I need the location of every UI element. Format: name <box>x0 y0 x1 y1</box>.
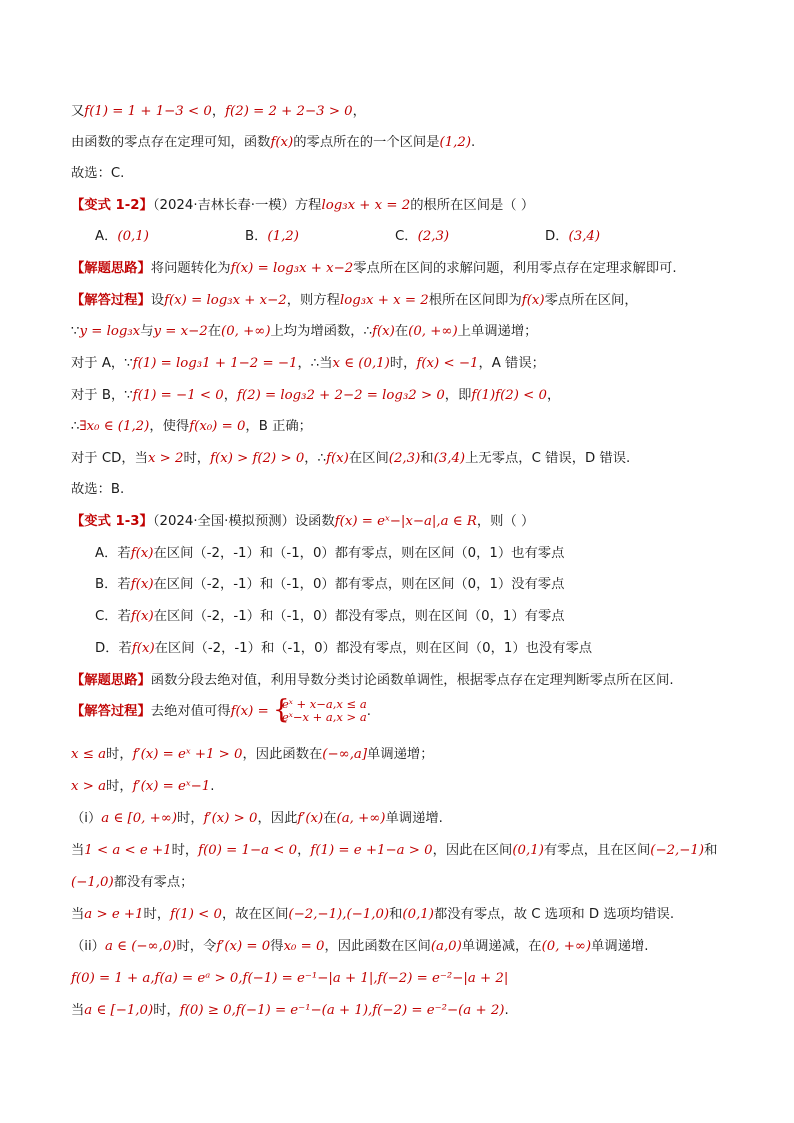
text-run: 时， <box>389 356 417 371</box>
text-run: 零点所在区间， <box>544 293 638 308</box>
text-run: ， <box>352 104 366 119</box>
math-expression: a > e +1 <box>84 907 144 922</box>
section-label: 【解题思路】 <box>71 261 151 276</box>
answer-option <box>245 228 395 246</box>
text-run: ，∴当 <box>297 356 333 371</box>
text-run: ，∴ <box>304 451 327 466</box>
text-run: 时， <box>106 747 133 762</box>
section-label: 【解答过程】 <box>71 293 151 308</box>
math-expression: f(0) ≥ 0,f(−1) = e⁻¹−(a + 1),f(−2) = e⁻²−(a + 2) <box>179 1003 505 1018</box>
brace-glyph: { <box>272 695 290 725</box>
option-interval: (3,4) <box>568 229 601 244</box>
math-expression: (a,0) <box>430 939 462 954</box>
math-expression: f′(x) > 0 <box>203 811 258 826</box>
text-run: ，使得 <box>149 419 190 434</box>
math-expression: (−∞,a] <box>322 747 368 762</box>
text-run: ∴ <box>71 419 80 434</box>
text-line-l5 <box>95 228 695 246</box>
math-expression: a ∈ (−∞,0) <box>104 939 177 954</box>
math-expression: f(x) <box>270 135 294 150</box>
option-label: C． <box>395 229 418 244</box>
text-run: 在区间 <box>348 451 389 466</box>
option-label: D． <box>545 229 569 244</box>
text-line-l23 <box>71 810 443 828</box>
text-line-l10 <box>71 387 560 405</box>
math-expression: f(1) = 1 + 1−3 < 0 <box>84 104 212 119</box>
answer-option <box>95 228 245 246</box>
text-run: ，因此在区间 <box>432 843 513 858</box>
math-expression: f(1) = e +1−a > 0 <box>310 843 433 858</box>
text-line-l26 <box>71 906 674 924</box>
section-label: 【解答过程】 <box>71 704 151 719</box>
math-expression: f′(x) <box>297 811 324 826</box>
math-expression: f(x) <box>521 293 545 308</box>
math-expression: x > 2 <box>147 451 184 466</box>
text-run: 的根所在区间是（ ） <box>410 198 535 213</box>
text-run: 根所在区间即为 <box>428 293 522 308</box>
option-interval: (0,1) <box>117 229 149 244</box>
text-run: （i） <box>71 811 102 826</box>
text-run: ，则方程 <box>286 293 340 308</box>
math-expression: (2,3) <box>388 451 421 466</box>
text-run: 当 <box>71 1003 85 1018</box>
section-label: 【变式 1-2】 <box>71 198 153 213</box>
text-run: 时， <box>153 1003 180 1018</box>
math-expression: f(0) = 1 + a,f(a) = eᵃ > 0,f(−1) = e⁻¹−|a + 1|,f(−2) = e⁻²−|a + 2| <box>71 971 509 986</box>
math-expression: a ∈ [−1,0) <box>84 1003 154 1018</box>
text-run: 和 <box>389 907 403 922</box>
piecewise-case-2: eˣ−x + a,x > a <box>281 710 367 724</box>
text-line-l22 <box>71 778 214 796</box>
text-run: . <box>504 1003 509 1018</box>
text-run: 有零点，且在区间 <box>543 843 651 858</box>
text-line-l24 <box>71 842 717 860</box>
text-line-l8 <box>71 323 537 341</box>
section-label: 【变式 1-3】 <box>71 514 153 529</box>
text-run: 单调递增. <box>591 939 649 954</box>
math-expression: f(x) = <box>230 704 273 719</box>
math-expression: f(x) <box>372 324 395 339</box>
math-expression: 1 < a < e +1 <box>84 843 172 858</box>
option-label: B． <box>245 229 268 244</box>
text-run: . <box>210 779 215 794</box>
math-expression: (1,2) <box>439 135 472 150</box>
piecewise-function <box>272 695 367 725</box>
answer-option <box>545 228 695 246</box>
text-line-l21 <box>71 746 434 764</box>
math-expression: (−1,0) <box>71 875 114 890</box>
text-run: 函数分段去绝对值，利用导数分类讨论函数单调性，根据零点存在定理判断零点所在区间. <box>150 673 674 688</box>
text-run: . <box>366 704 371 719</box>
text-run: ，B 正确； <box>245 419 312 434</box>
text-line-l11 <box>71 418 312 436</box>
text-run: 得 <box>270 939 284 954</box>
text-run: 时， <box>143 907 171 922</box>
math-expression: f(x) <box>130 546 154 561</box>
text-run: ，则（ ） <box>476 514 535 529</box>
math-expression: a ∈ [0, +∞) <box>101 811 178 826</box>
text-run: 上无零点，C 错误，D 错误. <box>465 451 631 466</box>
text-run: 时，令 <box>176 939 217 954</box>
math-expression: ∃x₀ ∈ (1,2) <box>79 419 150 434</box>
math-expression: y = log₃x <box>79 324 141 339</box>
text-run: 故选：C. <box>71 166 125 181</box>
text-run: 和 <box>420 451 434 466</box>
text-run: 设 <box>150 293 165 308</box>
math-expression: f(1) = log₃1 + 1−2 = −1 <box>132 356 298 371</box>
text-run: ， <box>223 388 238 403</box>
text-run: ∵ <box>71 324 80 339</box>
text-run: （2024·吉林长春·一模）方程 <box>152 198 322 213</box>
math-expression: f(2) = log₃2 + 2−2 = log₃2 > 0 <box>237 388 445 403</box>
text-run: 在 <box>207 324 221 339</box>
math-expression: f(x₀) = 0 <box>189 419 246 434</box>
math-expression: x ≤ a <box>71 747 107 762</box>
text-run: ， <box>546 388 561 403</box>
text-run: B．若 <box>95 577 131 592</box>
text-run: 由函数的零点存在定理可知，函数 <box>71 135 271 150</box>
text-run: ，因此 <box>257 811 298 826</box>
text-line-l13 <box>71 481 124 499</box>
text-run: 故选：B. <box>71 482 125 497</box>
option-interval: (2,3) <box>417 229 450 244</box>
math-expression: f(x) > f(2) > 0 <box>210 451 305 466</box>
text-run: ，A 错误； <box>478 356 545 371</box>
text-run: （ii） <box>71 939 105 954</box>
math-expression: f(x) = log₃x + x−2 <box>230 261 354 276</box>
text-run: 都没有零点； <box>113 875 194 890</box>
math-expression: f(x) <box>131 641 155 656</box>
text-line-l17 <box>95 608 565 626</box>
answer-option <box>395 228 545 246</box>
math-expression: (0, +∞) <box>221 324 271 339</box>
text-line-l9 <box>71 355 545 373</box>
math-expression: (0, +∞) <box>541 939 592 954</box>
text-run: 在区间（-2，-1）和（-1，0）都有零点，则在区间（0，1）也有零点 <box>153 546 565 561</box>
math-expression: f(x) <box>326 451 349 466</box>
text-line-l29 <box>71 1002 509 1020</box>
text-line-l1 <box>71 103 366 121</box>
text-line-l16 <box>95 576 564 594</box>
math-expression: log₃x + x = 2 <box>339 293 429 308</box>
text-run: ，因此函数在 <box>242 747 323 762</box>
text-run: 在区间（-2，-1）和（-1，0）都没有零点，则在区间（0，1）也没有零点 <box>154 641 593 656</box>
text-run: D．若 <box>95 641 132 656</box>
text-run: 时， <box>183 451 211 466</box>
text-run: 单调递增； <box>367 747 434 762</box>
text-run: 单调递增. <box>385 811 443 826</box>
text-run: 对于 CD，当 <box>71 451 148 466</box>
text-run: ， <box>297 843 311 858</box>
math-expression: x > a <box>71 779 107 794</box>
text-run: ，故在区间 <box>221 907 289 922</box>
math-expression: f(x) < −1 <box>416 356 479 371</box>
text-line-l3 <box>71 165 124 183</box>
text-line-l19 <box>71 672 674 690</box>
text-run: 与 <box>140 324 154 339</box>
text-run: 对于 B，∵ <box>71 388 133 403</box>
math-expression: f′(x) = eˣ−1 <box>132 779 211 794</box>
text-run: A．若 <box>95 546 131 561</box>
text-run: 时， <box>177 811 204 826</box>
text-run: C．若 <box>95 609 131 624</box>
text-line-l28 <box>71 970 508 988</box>
text-run: 上单调递增； <box>457 324 538 339</box>
text-line-l7 <box>71 292 638 310</box>
text-run: ， <box>211 104 226 119</box>
text-run: 在 <box>323 811 337 826</box>
text-line-l2 <box>71 134 475 152</box>
text-line-l6 <box>71 260 677 278</box>
option-interval: (1,2) <box>267 229 299 244</box>
math-expression: (−2,−1),(−1,0) <box>288 907 390 922</box>
text-run: . <box>471 135 476 150</box>
math-expression: x₀ = 0 <box>283 939 325 954</box>
text-line-l15 <box>95 545 564 563</box>
text-line-l4 <box>71 197 534 215</box>
math-expression: f(1) < 0 <box>170 907 222 922</box>
text-run: 时， <box>171 843 199 858</box>
text-line-l27 <box>71 938 649 956</box>
text-run: 的零点所在的一个区间是 <box>293 135 440 150</box>
text-run: 对于 A，∵ <box>71 356 133 371</box>
math-expression: f(x) = log₃x + x−2 <box>164 293 287 308</box>
math-expression: (0,1) <box>402 907 434 922</box>
text-run: 上均为增函数，∴ <box>270 324 373 339</box>
math-expression: f(x) <box>130 609 154 624</box>
text-run: 和 <box>704 843 718 858</box>
text-line-l12 <box>71 450 630 468</box>
math-expression: f(0) = 1−a < 0 <box>198 843 298 858</box>
math-expression: (0,1) <box>512 843 544 858</box>
text-line-l20 <box>71 695 371 725</box>
math-expression: y = x−2 <box>153 324 208 339</box>
text-run: 都没有零点，故 C 选项和 D 选项均错误. <box>433 907 675 922</box>
piecewise-case-1: eˣ + x−a,x ≤ a <box>281 697 367 711</box>
math-expression: f′(x) = 0 <box>216 939 271 954</box>
math-expression: f(2) = 2 + 2−3 > 0 <box>225 104 353 119</box>
text-run: 时， <box>106 779 133 794</box>
math-expression: (0, +∞) <box>408 324 458 339</box>
option-label: A． <box>95 229 118 244</box>
text-run: 在 <box>394 324 409 339</box>
math-expression: (−2,−1) <box>650 843 705 858</box>
math-expression: (3,4) <box>433 451 466 466</box>
section-label: 【解题思路】 <box>71 673 151 688</box>
text-line-l25 <box>71 874 193 892</box>
text-line-l14 <box>71 513 534 531</box>
math-expression: log₃x + x = 2 <box>321 198 411 213</box>
text-run: 去绝对值可得 <box>150 704 231 719</box>
text-run: ，因此函数在区间 <box>324 939 431 954</box>
text-run: 又 <box>71 104 85 119</box>
text-run: 在区间（-2，-1）和（-1，0）都没有零点，则在区间（0，1）有零点 <box>153 609 565 624</box>
text-run: 在区间（-2，-1）和（-1，0）都有零点，则在区间（0，1）没有零点 <box>153 577 565 592</box>
text-run: 当 <box>71 843 85 858</box>
text-run: ，即 <box>444 388 472 403</box>
math-expression: f(x) = eˣ−|x−a|,a ∈ R <box>334 514 477 529</box>
math-expression: f′(x) = eˣ +1 > 0 <box>132 747 243 762</box>
math-expression: f(1)f(2) < 0 <box>471 388 547 403</box>
text-run: （2024·全国·模拟预测）设函数 <box>152 514 335 529</box>
math-expression: x ∈ (0,1) <box>332 356 390 371</box>
text-run: 将问题转化为 <box>150 261 231 276</box>
text-run: 当 <box>71 907 85 922</box>
math-expression: f(x) <box>130 577 154 592</box>
math-expression: f(1) = −1 < 0 <box>132 388 224 403</box>
text-run: 零点所在区间的求解问题，利用零点存在定理求解即可. <box>353 261 677 276</box>
text-line-l18 <box>95 640 592 658</box>
text-run: 单调递减，在 <box>461 939 542 954</box>
math-expression: (a, +∞) <box>336 811 386 826</box>
